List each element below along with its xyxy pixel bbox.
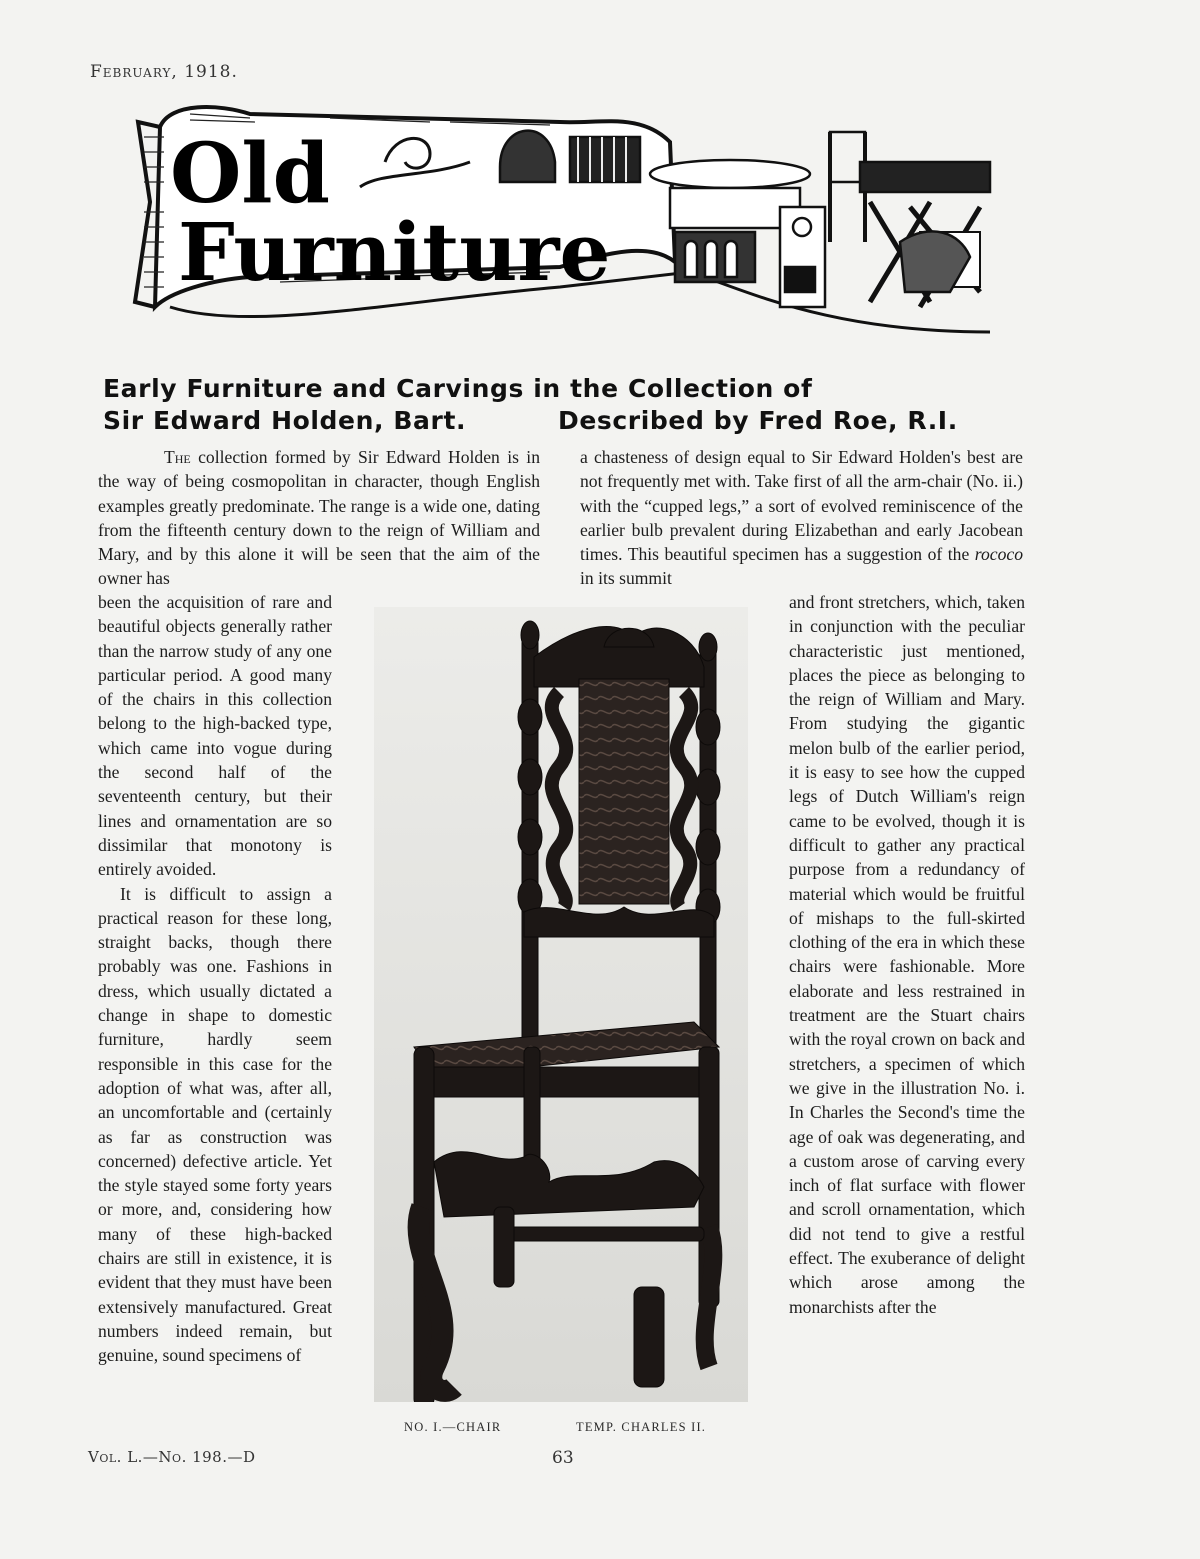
chair-photograph [374, 607, 748, 1402]
paragraph-text: a chasteness of design equal to Sir Edward Holden's best are not frequently met with. Take first of all the arm-chair (No. ii.) with the “cupped legs,” a sort of evolved reminiscence of the earlier bulb prevalent during Elizabethan and early Jacobean times. This beautiful specimen has a suggestion of the [580, 447, 1023, 565]
article-headline-subject: Sir Edward Holden, Bart. [103, 406, 467, 435]
masthead-word-furniture: Furniture [178, 205, 611, 299]
article-column-top-right [580, 445, 1023, 591]
opening-word: The [164, 447, 191, 467]
paragraph-text: been the acquisition of rare and beautiful objects generally rather than the narrow study of any one particular period. A good many of the chairs in this collection belong to the high-backed type, which came into vogue during the second half of the seventeenth century, but their lines and ornamentation are so dissimilar that monotony is entirely avoided. [98, 592, 332, 880]
article-byline: Described by Fred Roe, R.I. [558, 406, 958, 435]
figure-caption-period: TEMP. CHARLES II. [576, 1420, 707, 1434]
masthead-banner [130, 92, 1000, 342]
page-number: 63 [552, 1448, 574, 1468]
italic-term: rococo [974, 544, 1023, 565]
paragraph-text: It is difficult to assign a practical reason for these long, straight backs, though there probably was one. Fashions in dress, which usually dictated a change in shape to domestic furniture, hardly seem responsible in this case for the adoption of what was, after all, an uncomfortable and (certainly as far as construction was concerned) defective article. Yet the style stayed some forty years or more, and, considering how many of these high-backed chairs are still in existence, it is evident that they must have been extensively manufactured. Great numbers indeed remain, but genuine, sound specimens of [98, 883, 332, 1366]
article-column-top-left [98, 445, 540, 591]
issue-dateline: February, 1918. [90, 62, 238, 82]
footer-volume-info: Vol. L.—No. 198.—D [88, 1448, 256, 1466]
figure-caption-number: NO. I.—CHAIR [404, 1420, 502, 1434]
article-column-right [789, 590, 1025, 1319]
article-column-left [98, 590, 332, 1368]
article-headline-line1: Early Furniture and Carvings in the Collection of [103, 374, 813, 403]
paragraph-text: in its summit [580, 568, 672, 589]
paragraph-text: collection formed by Sir Edward Holden is in the way of being cosmopolitan in character, though English examples greatly predominate. The range is a wide one, dating from the fifteenth century down to the reign of William and Mary, and by this alone it will be seen that the aim of the owner has [98, 447, 540, 589]
masthead-word-old: Old [170, 126, 330, 222]
paragraph-text: and front stretchers, which, taken in conjunction with the peculiar characteristic just mentioned, places the piece as belonging to the reign of William and Mary. From studying the gigantic melon bulb of the earlier period, it is easy to see how the cupped legs of Dutch William's reign came to be evolved, though it is difficult to gather any practical purpose from a redundancy of material which would be fruitful of mishaps to the full-skirted clothing of the era in which these chairs were fashionable. More elaborate and less restrained in treatment are the Stuart chairs with the royal crown on back and stretchers, a specimen of which we give in the illustration No. i. In Charles the Second's time the age of oak was degenerating, and a custom arose of carving every inch of flat surface with flower and scroll ornamentation, which did not tend to give a restful effect. The exuberance of delight which arose among the monarchists after the [789, 592, 1025, 1317]
